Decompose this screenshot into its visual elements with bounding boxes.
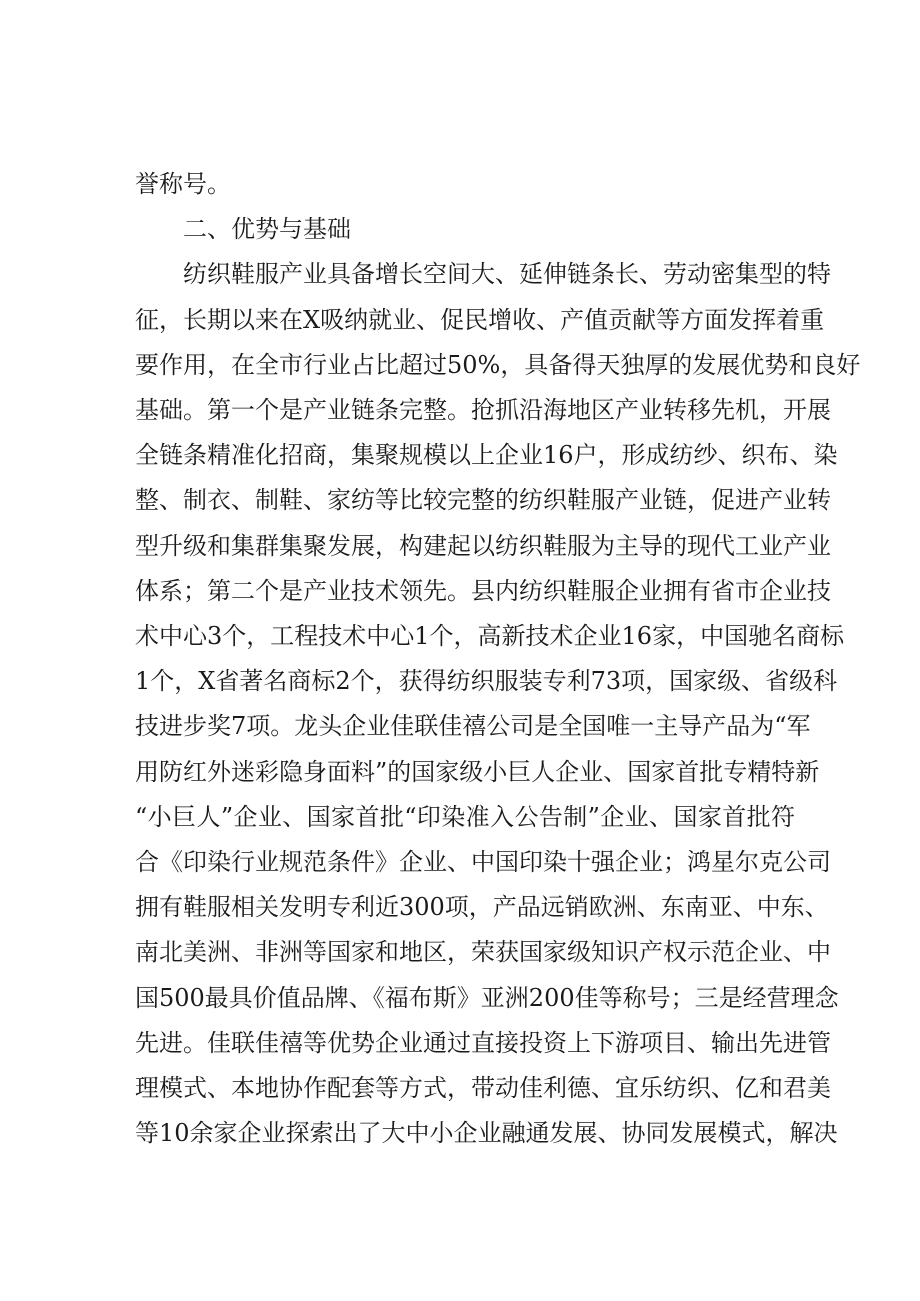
paragraph-line: 1个，X省著名商标2个，获得纺织服装专利73项，国家级、省级科 (135, 667, 838, 696)
paragraph-line: 合《印染行业规范条件》企业、中国印染十强企业；鸿星尔克公司 (135, 848, 831, 876)
paragraph-line: 誉称号。 (135, 170, 231, 198)
paragraph-line: 拥有鞋服相关发明专利近300项，产品远销欧洲、东南亚、中东、 (135, 893, 829, 922)
paragraph-line: 基础。第一个是产业链条完整。抢抓沿海地区产业转移先机，开展 (135, 396, 831, 424)
paragraph-line: 术中心3个，工程技术中心1个，高新技术企业16家，中国驰名商标 (135, 622, 845, 650)
paragraph-line: 征，长期以来在X吸纳就业、促民增收、产值贡献等方面发挥着重 (135, 305, 825, 334)
paragraph-line: 体系；第二个是产业技术领先。县内纺织鞋服企业拥有省市企业技 (135, 576, 831, 605)
paragraph-line: 技进步奖7项。龙头企业佳联佳禧公司是全国唯一主导产品为“军 (135, 712, 811, 741)
section-heading: 二、优势与基础 (183, 215, 351, 244)
paragraph-line: 型升级和集群集聚发展，构建起以纺织鞋服为主导的现代工业产业 (135, 531, 831, 560)
paragraph-line: 用防红外迷彩隐身面料”的国家级小巨人企业、国家首批专精特新 (135, 757, 820, 786)
paragraph-line: 先进。佳联佳禧等优势企业通过直接投资上下游项目、输出先进管 (135, 1028, 831, 1057)
paragraph-line: 整、制衣、制鞋、家纺等比较完整的纺织鞋服产业链，促进产业转 (135, 486, 831, 515)
paragraph-line: 南北美洲、非洲等国家和地区，荣获国家级知识产权示范企业、中 (135, 938, 831, 967)
paragraph-line: 国500最具价值品牌、《福布斯》亚洲200佳等称号；三是经营理念 (135, 983, 839, 1012)
paragraph-line: 等10余家企业探索出了大中小企业融通发展、协同发展模式，解决 (135, 1119, 838, 1148)
paragraph-line: 纺织鞋服产业具备增长空间大、延伸链条长、劳动密集型的特 (183, 260, 831, 289)
paragraph-line: 理模式、本地协作配套等方式，带动佳利德、宜乐纺织、亿和君美 (135, 1074, 831, 1102)
paragraph-line: 全链条精准化招商，集聚规模以上企业16户，形成纺纱、织布、染 (135, 441, 838, 470)
paragraph-line: “小巨人”企业、国家首批“印染准入公告制”企业、国家首批符 (135, 802, 795, 831)
paragraph-line: 要作用，在全市行业占比超过50%，具备得天独厚的发展优势和良好 (135, 350, 861, 379)
